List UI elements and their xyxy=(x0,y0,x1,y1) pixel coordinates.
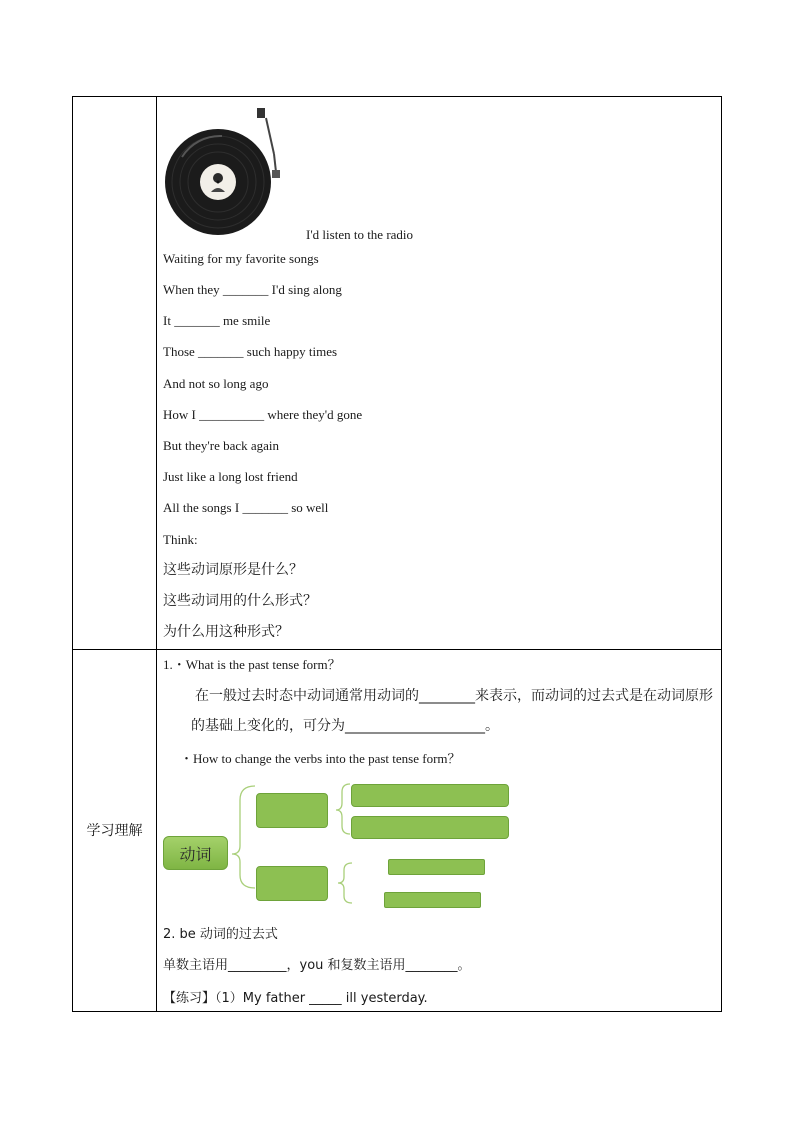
song-line: And not so long ago xyxy=(163,376,269,391)
song-line: All the songs I _______ so well xyxy=(163,500,329,515)
section2-title: 2. be 动词的过去式 xyxy=(163,927,278,942)
song-line: How I __________ where they'd gone xyxy=(163,407,363,422)
section1-title: 1.・What is the past tense form？ xyxy=(163,657,341,672)
section1-explain-line2: 的基础上变化的，可分为____________________。 xyxy=(191,718,499,734)
row-label-learning: 学习理解 xyxy=(86,823,143,839)
diagram-rule-box xyxy=(351,784,509,807)
song-line: Waiting for my favorite songs xyxy=(163,251,319,266)
song-line: When they _______ I'd sing along xyxy=(163,282,342,297)
diagram-rule-box xyxy=(384,892,481,908)
diagram-category-box xyxy=(256,866,328,901)
section2-rule: 单数主语用_________，you 和复数主语用________。 xyxy=(163,958,471,973)
diagram-category-box xyxy=(256,793,328,828)
diagram-rule-box xyxy=(388,859,485,875)
song-line: But they're back again xyxy=(163,438,280,453)
think-question: 这些动词原形是什么？ xyxy=(163,562,303,578)
song-line: Those _______ such happy times xyxy=(163,344,338,359)
diagram-root-verb xyxy=(163,836,228,870)
song-line: It _______ me smile xyxy=(163,313,271,328)
think-label: Think: xyxy=(163,532,198,547)
think-question: 这些动词用的什么形式？ xyxy=(163,593,317,609)
section2-practice xyxy=(163,990,428,1007)
diagram-rule-box xyxy=(351,816,509,839)
diagram-root-label: 动词 xyxy=(179,844,212,864)
song-line: Just like a long lost friend xyxy=(163,469,298,484)
song-line: I'd listen to the radio xyxy=(306,227,414,242)
practice-text: 【练习】（1）My father _____ ill yesterday. xyxy=(163,991,428,1006)
section1-explain-line1: 在一般过去时态中动词通常用动词的________来表示，而动词的过去式是在动词原形 xyxy=(195,688,713,704)
think-question: 为什么用这种形式？ xyxy=(163,624,289,640)
section1-sub-question: ・How to change the verbs into the past tense form？ xyxy=(180,751,461,766)
